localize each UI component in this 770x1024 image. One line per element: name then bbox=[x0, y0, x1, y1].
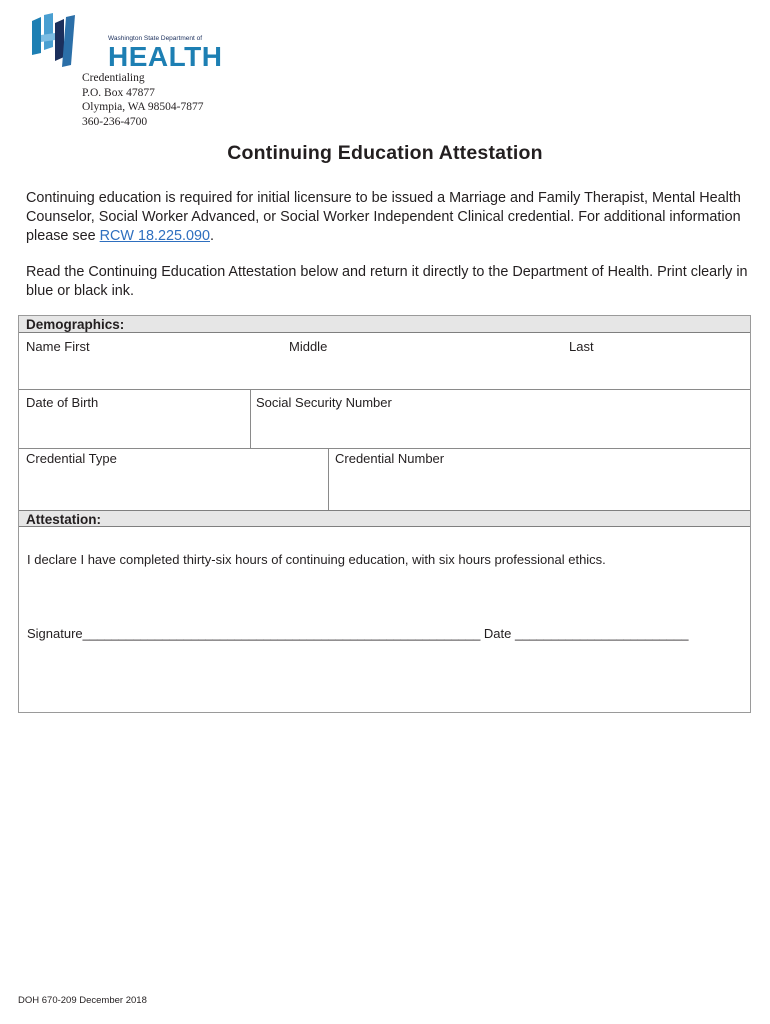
last-name-label: Last bbox=[569, 339, 594, 354]
address-line: Olympia, WA 98504-7877 bbox=[82, 101, 204, 113]
logo-small-text: Washington State Department of bbox=[108, 35, 203, 42]
address-block bbox=[82, 71, 204, 129]
credential-type-label: Credential Type bbox=[26, 451, 117, 466]
ssn-label: Social Security Number bbox=[256, 395, 392, 410]
credential-number-field[interactable] bbox=[329, 449, 750, 510]
name-first-label: Name First bbox=[26, 339, 90, 354]
intro-paragraph bbox=[26, 189, 752, 246]
intro-text: Continuing education is required for initial licensure to be issued a Marriage and Family Therapist, Mental Health Counselor, Social Worker Advanced, or Social Worker Independent Clinical credential. For additional information please see bbox=[26, 190, 741, 244]
ssn-field[interactable] bbox=[251, 390, 750, 448]
dob-field[interactable] bbox=[19, 390, 250, 448]
dob-label: Date of Birth bbox=[26, 395, 99, 410]
doh-logo bbox=[28, 13, 223, 72]
declaration-text: I declare I have completed thirty-six hours of continuing education, with six hours professional ethics. bbox=[27, 552, 606, 567]
middle-name-field[interactable] bbox=[279, 334, 559, 389]
address-line: 360-236-4700 bbox=[82, 115, 148, 128]
logo-health-text: HEALTH bbox=[108, 41, 223, 72]
instructions-paragraph: Read the Continuing Education Attestation below and return it directly to the Department of Health. Print clearly in blue or black ink. bbox=[26, 264, 748, 299]
signature-date-line[interactable]: Signature_______________________________________________________ Date ________________________ bbox=[27, 626, 689, 641]
credential-number-label: Credential Number bbox=[335, 451, 445, 466]
doh-logo-mark-icon bbox=[28, 13, 80, 67]
intro-text-end: . bbox=[210, 228, 214, 244]
middle-name-label: Middle bbox=[289, 339, 328, 354]
page-title: Continuing Education Attestation bbox=[227, 142, 543, 164]
attestation-form bbox=[18, 315, 751, 713]
credential-type-field[interactable] bbox=[19, 449, 328, 510]
last-name-field[interactable] bbox=[559, 334, 750, 389]
rcw-link[interactable]: RCW 18.225.090 bbox=[99, 228, 210, 244]
address-line: Credentialing bbox=[82, 72, 145, 84]
demographics-header: Demographics: bbox=[19, 316, 750, 333]
form-footer: DOH 670-209 December 2018 bbox=[18, 995, 147, 1006]
attestation-header: Attestation: bbox=[19, 510, 750, 527]
address-line: P.O. Box 47877 bbox=[82, 86, 155, 99]
first-name-field[interactable] bbox=[19, 334, 279, 389]
